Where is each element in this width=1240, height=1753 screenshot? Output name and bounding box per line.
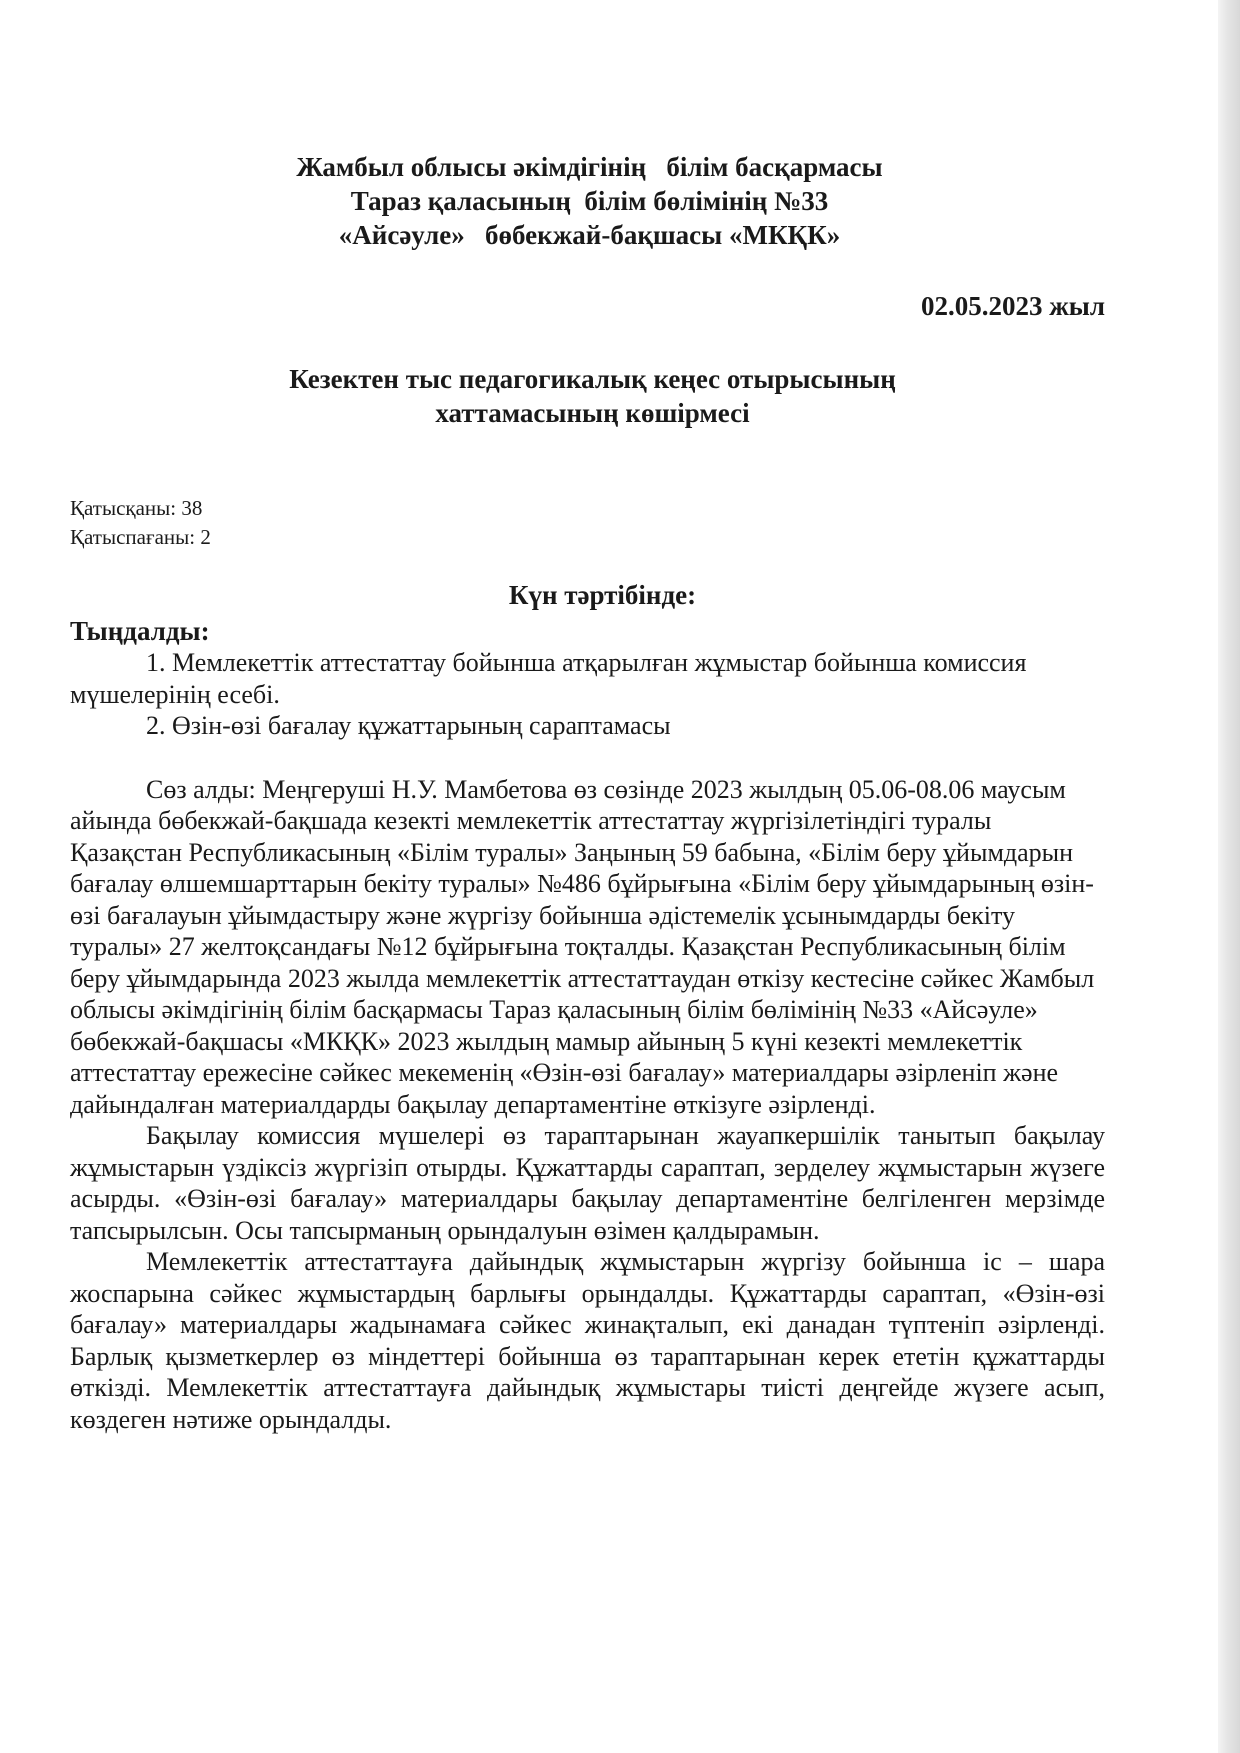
header-line-1: Жамбыл облысы әкімдігінің білім басқармасы xyxy=(296,152,883,182)
agenda-item-2: 2. Өзін-өзі бағалау құжаттарының сараптамасы xyxy=(146,711,671,740)
document-body xyxy=(70,647,1105,1435)
attendance-block xyxy=(70,494,1105,552)
paragraph-conclusion: Мемлекеттік аттестаттауға дайындық жұмыстарын жүргізу бойынша іс – шара жоспарына сәйкес жұмыстардың барлығы орындалды. Құжаттарды сараптап, «Өзін-өзі бағалау» материалдары жадынамаға сәйкес жинақталып, екі данадан түптеніп әзірленді. Барлық қызметкерлер өз міндеттері бойынша өз тараптарынан керек ететін құжаттарды өткізді. Мемлекеттік аттестаттауға дайындық жұмыстары тиісті деңгейде жүзеге асып, көздеген нәтиже орындалды. xyxy=(70,1247,1105,1434)
header-line-2: Тараз қаласының білім бөлімінің №33 xyxy=(350,186,829,216)
paragraph-commission: Бақылау комиссия мүшелері өз тараптарынан жауапкершілік танытып бақылау жұмыстарын үздіксіз жүргізіп отырды. Құжаттарды сараптап, зерделеу жұмыстарын жүзеге асырды. «Өзін-өзі бағалау» материалдары бақылау департаментіне белгіленген мерзімде тапсырылсын. Осы тапсырманың орындалуын өзімен қалдырамын. xyxy=(70,1121,1105,1245)
paragraph-speech: Сөз алды: Меңгеруші Н.У. Мамбетова өз сөзінде 2023 жылдың 05.06-08.06 маусым айында бөбекжай-бақшада кезекті мемлекеттік аттестаттау жүргізілетіндігі туралы Қазақстан Республикасының «Білім туралы» Заңының 59 бабына, «Білім беру ұйымдарын бағалау өлшемшарттарын бекіту туралы» №486 бұйрығына «Білім беру ұйымдарының өзін-өзі бағалауын ұйымдастыру және жүргізу бойынша әдістемелік ұсынымдарды бекіту туралы» 27 желтоқсандағы №12 бұйрығына тоқталды. Қазақстан Республикасының білім беру ұйымдарында 2023 жылда мемлекеттік аттестаттаудан өткізу кестесіне сәйкес Жамбыл облысы әкімдігінің білім басқармасы Тараз қаласының білім бөлімінің №33 «Айсәуле» бөбекжай-бақшасы «МКҚК» 2023 жылдың мамыр айының 5 күні кезекті мемлекеттік аттестаттау ережесіне сәйкес мекеменің «Өзін-өзі бағалау» материалдары әзірленіп және дайындалған материалдарды бақылау департаментіне өткізуге әзірленді. xyxy=(70,774,1095,1119)
agenda-heading: Күн тәртібінде: xyxy=(508,580,697,610)
document-header xyxy=(74,150,1105,252)
agenda-item-1: 1. Мемлекеттік аттестаттау бойынша атқарылған жұмыстар бойынша комиссия мүшелерінің есебі. xyxy=(70,648,1027,709)
title-line-2: хаттамасының көшірмесі xyxy=(435,398,750,428)
heard-heading: Тыңдалды: xyxy=(70,616,210,646)
document-title xyxy=(80,362,1105,430)
header-line-3: «Айсәуле» бөбекжай-бақшасы «МКҚК» xyxy=(338,220,841,250)
scan-edge-shadow xyxy=(1218,0,1240,1753)
attendance-absent: Қатыспағаны: 2 xyxy=(70,525,211,549)
attendance-present: Қатысқаны: 38 xyxy=(70,496,203,520)
paragraph-gap xyxy=(70,742,1105,774)
document-page xyxy=(70,150,1105,1435)
title-line-1: Кезектен тыс педагогикалық кеңес отырысының xyxy=(289,364,896,394)
document-date: 02.05.2023 жыл xyxy=(920,291,1105,321)
